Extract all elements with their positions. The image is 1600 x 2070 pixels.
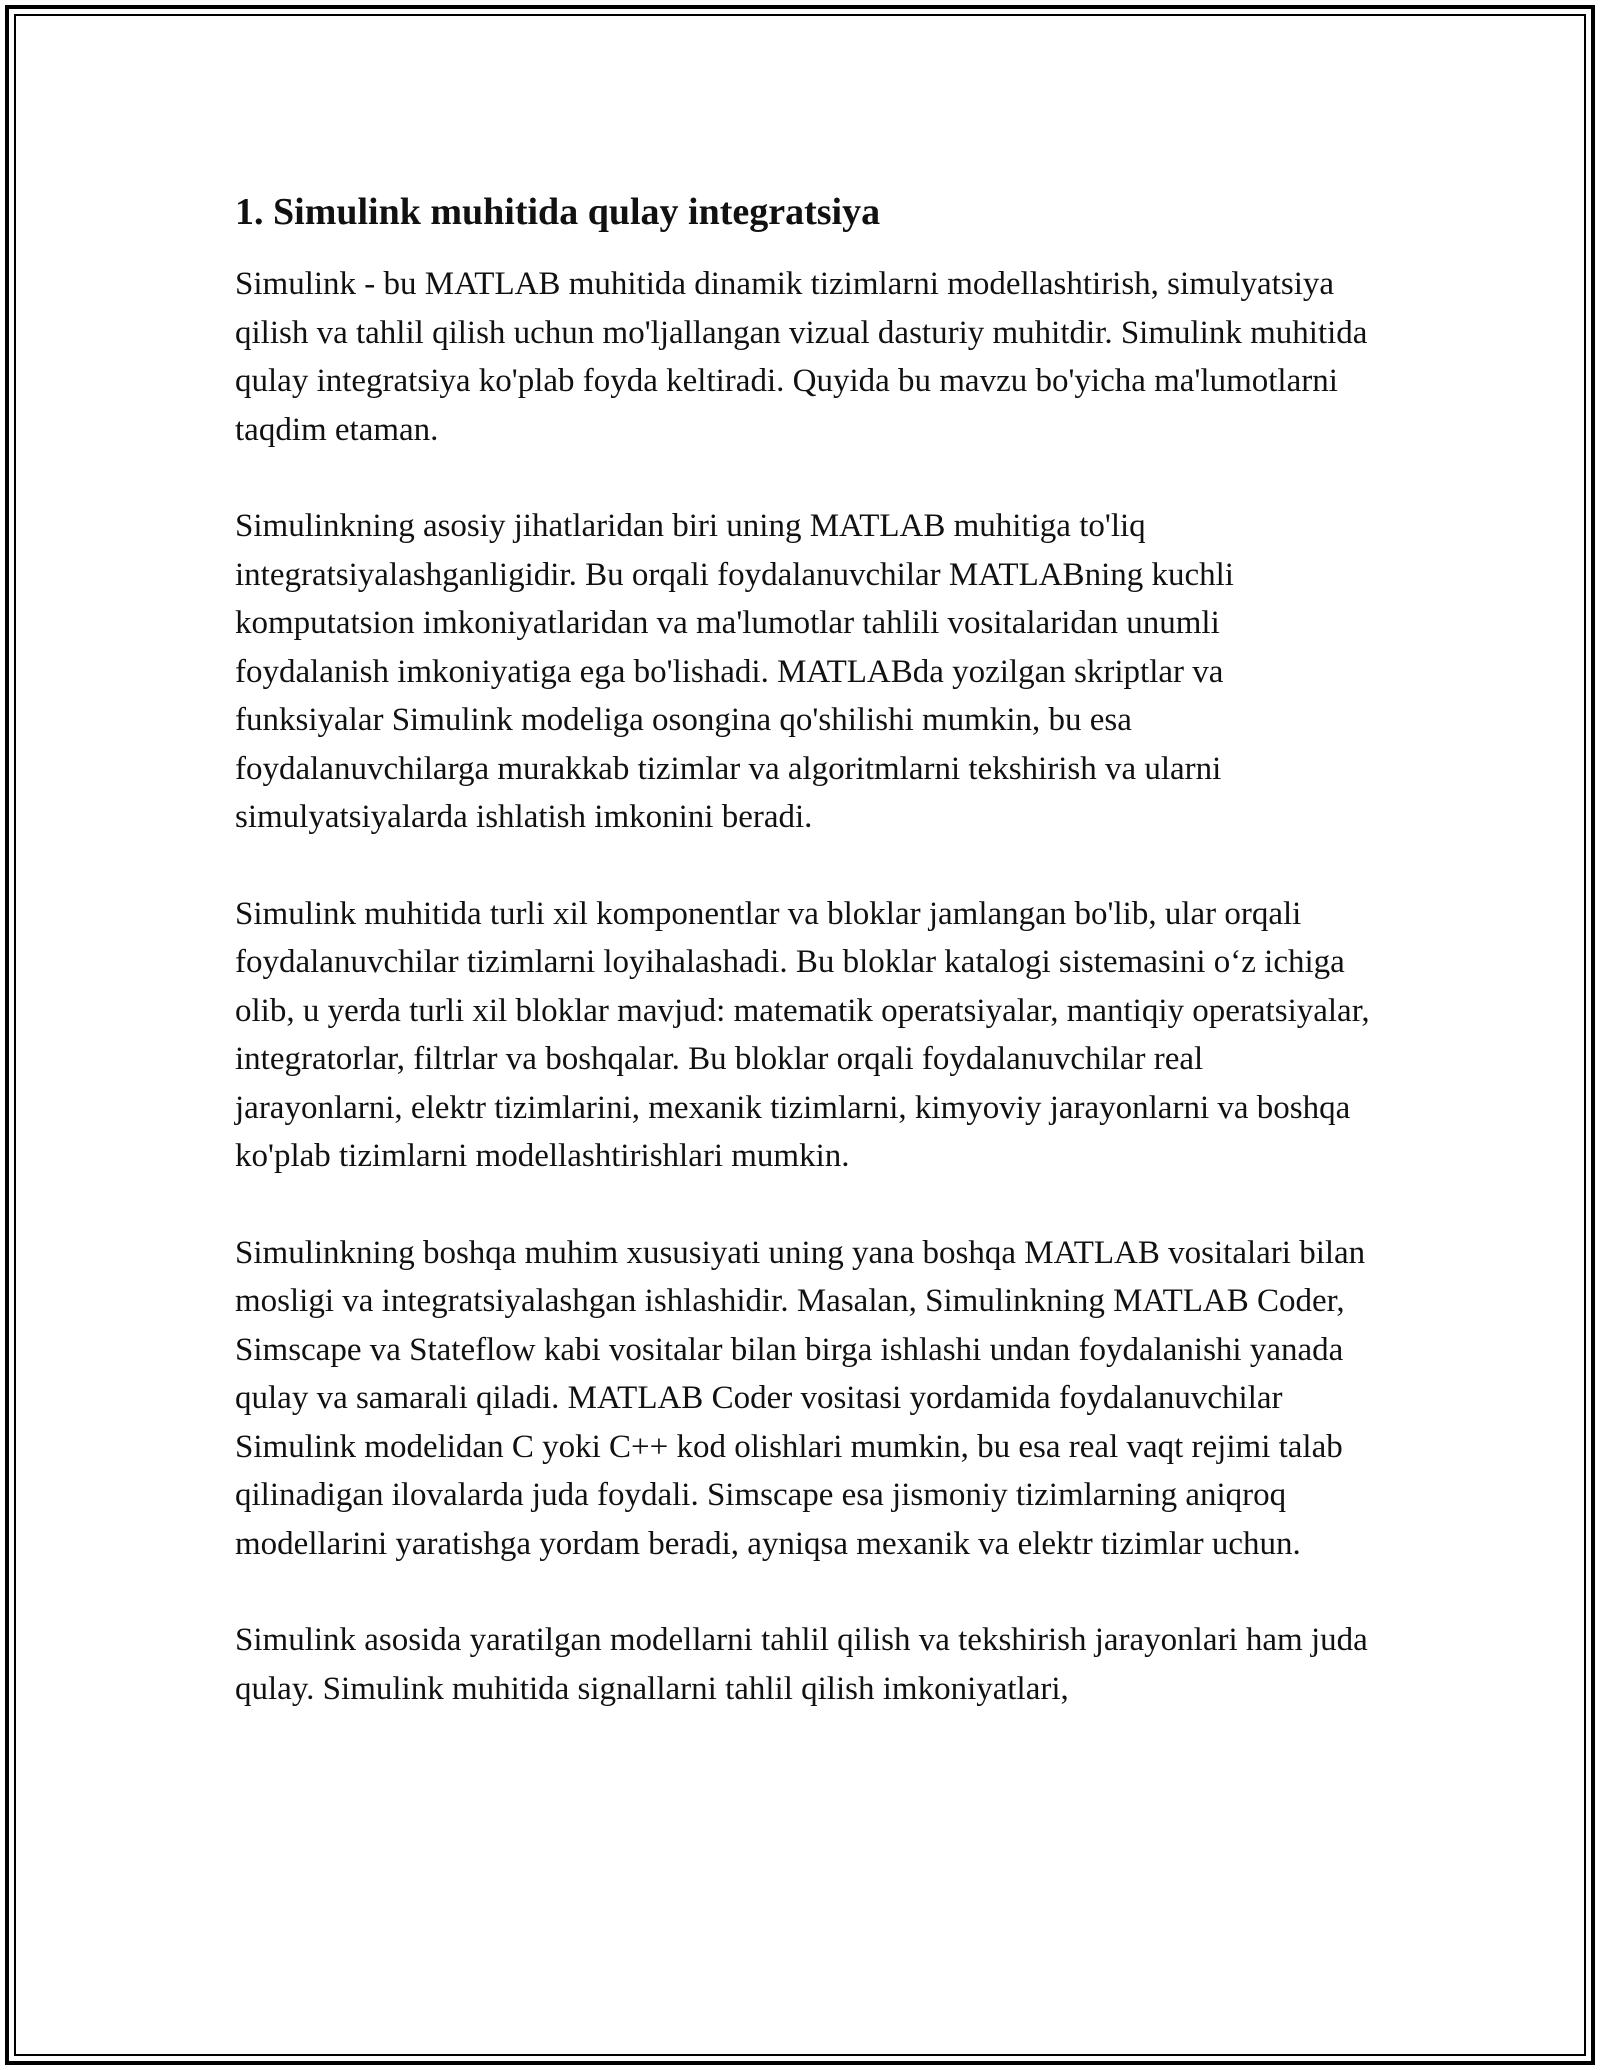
paragraph-intro: Simulink - bu MATLAB muhitida dinamik tizimlarni modellashtirish, simulyatsiya qilish va tahlil qilish uchun mo'ljallangan vizual dasturiy muhitdir. Simulink muhitida qulay integratsiya ko'plab foyda keltiradi. Quyida bu mavzu bo'yicha ma'lumotlarni taqdim etaman. — [235, 266, 1368, 448]
paragraph-tool-compatibility: Simulinkning boshqa muhim xususiyati uning yana boshqa MATLAB vositalari bilan mosligi va integratsiyalashgan ishlashidir. Masalan, Simulinkning MATLAB Coder, Simscape va Stateflow kabi vositalar bilan birga ishlashi undan foydalanishi yanada qulay va samarali qiladi. MATLAB Coder vositasi yordamida foydalanuvchilar Simulink modelidan C yoki C++ kod olishlari mumkin, bu esa real vaqt rejimi talab qilinadigan ilovalarda juda foydali. Simscape esa jismoniy tizimlarning aniqroq modellarini yaratishga yordam beradi, ayniqsa mexanik va elektr tizimlar uchun. — [235, 1234, 1366, 1562]
section-heading: 1. Simulink muhitida qulay integratsiya — [235, 191, 881, 233]
paragraph-matlab-integration: Simulinkning asosiy jihatlaridan biri uning MATLAB muhitiga to'liq integratsiyalashganligidir. Bu orqali foydalanuvchilar MATLABning kuchli komputatsion imkoniyatlaridan va ma'lumotlar tahlili vositalaridan unumli foydalanish imkoniyatiga ega bo'lishadi. MATLABda yozilgan skriptlar va funksiyalar Simulink modeliga osongina qo'shilishi mumkin, bu esa foydalanuvchilarga murakkab tizimlar va algoritmlarni tekshirish va ularni simulyatsiyalarda ishlatish imkonini beradi. — [235, 508, 1234, 835]
paragraph-blocks-library: Simulink muhitida turli xil komponentlar va bloklar jamlangan bo'lib, ular orqali foydalanuvchilar tizimlarni loyihalashadi. Bu bloklar katalogi sistemasini oʻz ichiga olib, u yerda turli xil bloklar mavjud: matematik operatsiyalar, mantiqiy operatsiyalar, integratorlar, filtrlar va boshqalar. Bu bloklar orqali foydalanuvchilar real jarayonlarni, elektr tizimlarini, mexanik tizimlarni, kimyoviy jarayonlarni va boshqa ko'plab tizimlarni modellashtirishlari mumkin. — [235, 895, 1370, 1174]
document-body — [235, 188, 1375, 1761]
paragraph-analysis: Simulink asosida yaratilgan modellarni tahlil qilish va tekshirish jarayonlari ham juda qulay. Simulink muhitida signallarni tahlil qilish imkoniyatlari, — [235, 1622, 1368, 1707]
